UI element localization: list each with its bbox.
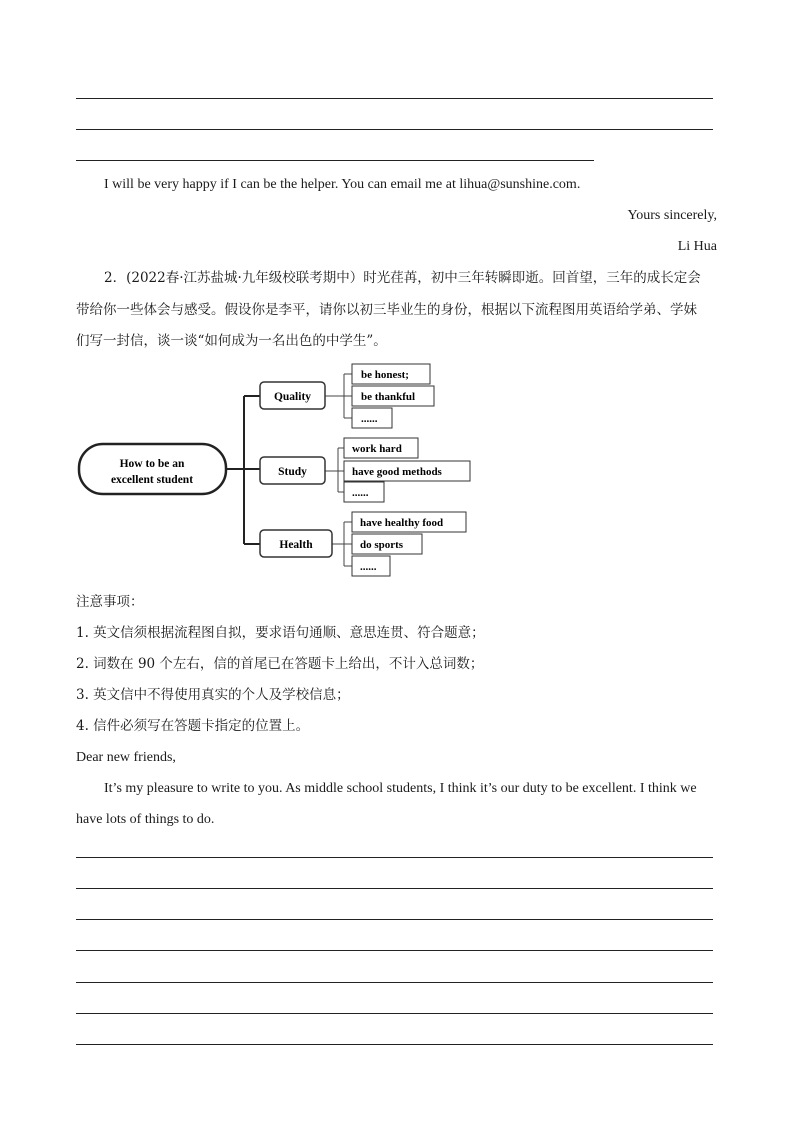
mind-map xyxy=(76,358,496,586)
svg-text:work hard: work hard xyxy=(352,443,402,455)
svg-text:......: ...... xyxy=(360,561,377,573)
answer-line[interactable] xyxy=(76,950,713,951)
branch-label: Quality xyxy=(273,391,312,403)
answer-line[interactable] xyxy=(76,857,713,858)
answer-line[interactable] xyxy=(76,1044,713,1045)
leaf-item xyxy=(352,386,434,406)
answer-line xyxy=(76,98,713,99)
leaf-item xyxy=(344,438,418,458)
question-2-line-1: 2．(2022春·江苏盐城·九年级校联考期中）时光荏苒，初中三年转瞬即逝。回首望，三年的成长定会 xyxy=(104,270,701,286)
branch-label: Study xyxy=(278,466,307,478)
answer-line[interactable] xyxy=(76,919,713,920)
note-item: 4. 信件必须写在答题卡指定的位置上。 xyxy=(76,718,310,734)
signoff: Yours sincerely, xyxy=(627,208,717,223)
letter-opening-line-1: It’s my pleasure to write to you. As middle school students, I think it’s our duty to be excellent. I think we xyxy=(104,781,697,796)
note-item: 1. 英文信须根据流程图自拟，要求语句通顺、意思连贯、符合题意； xyxy=(76,625,485,641)
answer-line[interactable] xyxy=(76,888,713,889)
answer-line xyxy=(76,160,594,161)
leaf-item xyxy=(344,482,384,502)
leaf-item xyxy=(352,364,430,384)
branch-health xyxy=(260,530,332,557)
svg-text:do sports: do sports xyxy=(360,539,404,551)
leaf-item xyxy=(352,512,466,532)
answer-line xyxy=(76,129,713,130)
svg-text:have healthy food: have healthy food xyxy=(360,517,444,529)
svg-text:......: ...... xyxy=(361,413,378,425)
greeting: Dear new friends, xyxy=(76,750,176,765)
signature-name: Li Hua xyxy=(677,239,717,254)
svg-text:......: ...... xyxy=(352,487,369,499)
branch-quality xyxy=(260,382,325,409)
center-node xyxy=(79,444,226,494)
leaf-item xyxy=(344,461,470,481)
branch-study xyxy=(260,457,325,484)
question-2-line-3: 们写一封信，谈一谈“如何成为一名出色的中学生”。 xyxy=(76,333,387,349)
answer-line[interactable] xyxy=(76,1013,713,1014)
svg-text:have good methods: have good methods xyxy=(352,466,442,478)
note-item: 3. 英文信中不得使用真实的个人及学校信息； xyxy=(76,687,350,703)
svg-text:be honest;: be honest; xyxy=(361,369,409,381)
letter-opening-line-2: have lots of things to do. xyxy=(76,812,215,827)
note-item: 2. 词数在 90 个左右，信的首尾已在答题卡上给出，不计入总词数； xyxy=(76,656,484,672)
branch-label: Health xyxy=(279,539,313,551)
question-2-line-2: 带给你一些体会与感受。假设你是李平，请你以初三毕业生的身份，根据以下流程图用英语给学弟、学妹 xyxy=(76,302,697,318)
notes-heading: 注意事项： xyxy=(76,594,144,610)
center-node-line-2: excellent student xyxy=(110,474,194,486)
leaf-item xyxy=(352,534,422,554)
center-node-line-1: How to be an xyxy=(119,458,185,470)
leaf-item xyxy=(352,556,390,576)
svg-text:be thankful: be thankful xyxy=(361,391,416,403)
leaf-item xyxy=(352,408,392,428)
answer-line[interactable] xyxy=(76,982,713,983)
closing-sentence: I will be very happy if I can be the helper. You can email me at lihua@sunshine.com. xyxy=(104,177,581,192)
